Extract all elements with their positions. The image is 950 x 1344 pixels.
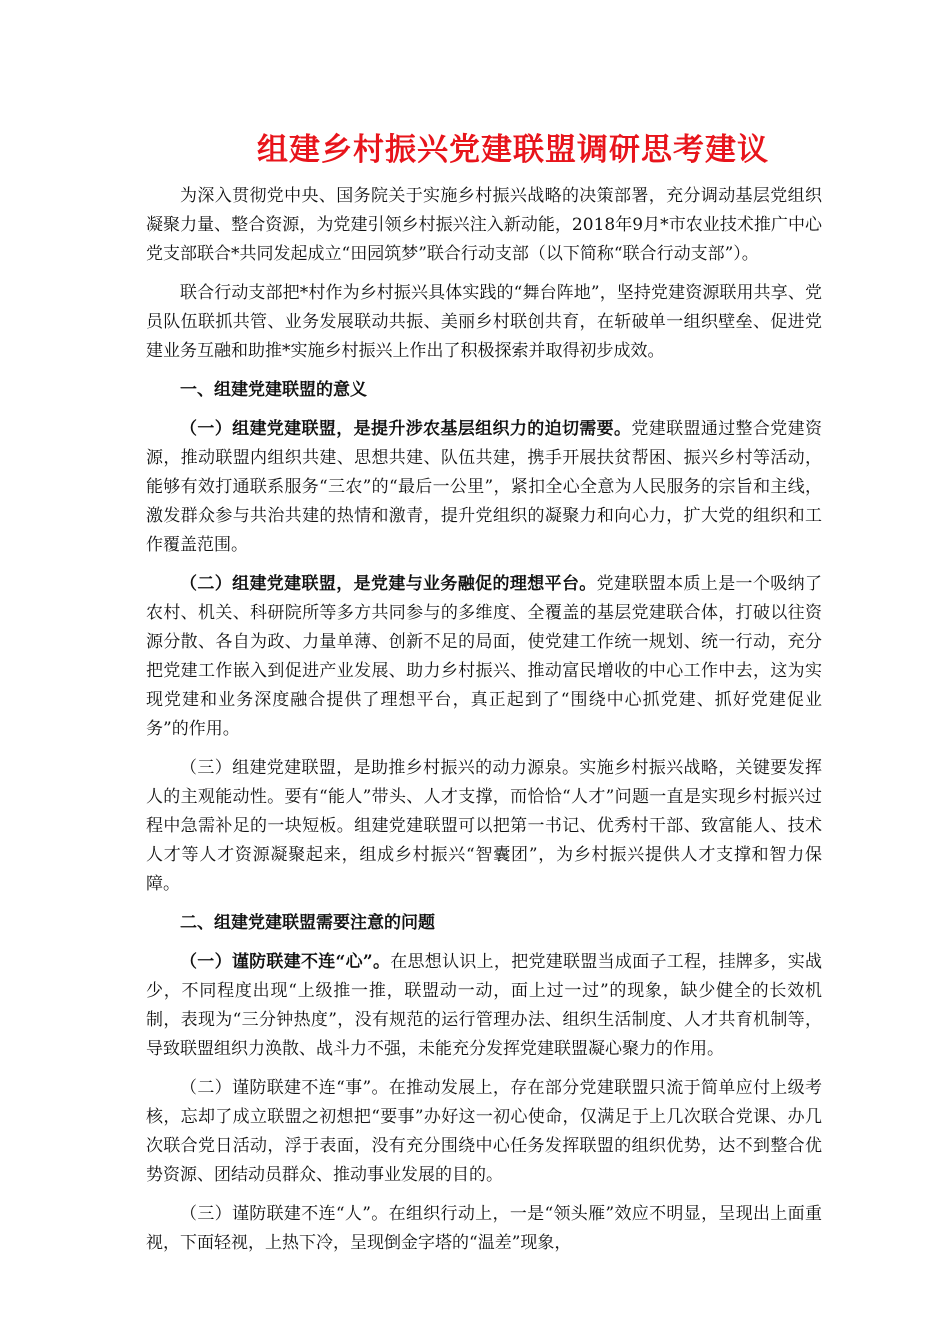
intro-paragraph-2: 联合行动支部把*村作为乡村振兴具体实践的“舞台阵地”，坚持党建资源联用共享、党员队伍联抓共管、业务发展联动共振、美丽乡村联创共育，在斩破单一组织壁垒、促进党建业务互融和助推*实施乡村振兴上作出了积极探索并取得初步成效。 [146,283,822,361]
section-1-heading: 一、组建党建联盟的意义 [180,380,367,400]
section-1-paragraph-2 [146,570,822,744]
document-title: 组建乡村振兴党建联盟调研思考建议 [257,132,769,168]
section-1-paragraph-2-lead: （二）组建党建联盟，是党建与业务融促的理想平台。 [180,574,597,594]
intro-paragraph-1: 为深入贯彻党中央、国务院关于实施乡村振兴战略的决策部署，充分调动基层党组织凝聚力量、整合资源，为党建引领乡村振兴注入新动能，2018年9月*市农业技术推广中心党支部联合*共同发起成立“田园筑梦”联合行动支部（以下简称“联合行动支部”）。 [146,186,822,264]
section-2-heading: 二、组建党建联盟需要注意的问题 [180,913,435,933]
section-1-paragraph-1-lead: （一）组建党建联盟，是提升涉农基层组织力的迫切需要。 [180,419,632,439]
section-2-paragraph-1-lead: （一）谨防联建不连“心”。 [180,952,391,972]
section-2-paragraph-3: （三）谨防联建不连“人”。在组织行动上，一是“领头雁”效应不明显，呈现出上面重视，下面轻视，上热下冷，呈现倒金字塔的“温差”现象， [146,1204,822,1253]
section-2-paragraph-2: （二）谨防联建不连“事”。在推动发展上，存在部分党建联盟只流于简单应付上级考核，忘却了成立联盟之初想把“要事”办好这一初心使命，仅满足于上几次联合党课、办几次联合党日活动，浮于表面，没有充分围绕中心任务发挥联盟的组织优势，达不到整合优势资源、团结动员群众、推动事业发展的目的。 [146,1078,822,1185]
section-1-paragraph-3: （三）组建党建联盟，是助推乡村振兴的动力源泉。实施乡村振兴战略，关键要发挥人的主观能动性。要有“能人”带头、人才支撑，而恰恰“人才”问题一直是实现乡村振兴过程中急需补足的一块短板。组建党建联盟可以把第一书记、优秀村干部、致富能人、技术人才等人才资源凝聚起来，组成乡村振兴“智囊团”，为乡村振兴提供人才支撑和智力保障。 [146,758,822,894]
section-1-paragraph-1 [146,415,822,560]
section-2-paragraph-1-body: 在思想认识上，把党建联盟当成面子工程，挂牌多，实战少，不同程度出现“上级推一推，联盟动一动，面上过一过”的现象，缺少健全的长效机制，表现为“三分钟热度”，没有规范的运行管理办法、组织生活制度、人才共育机制等，导致联盟组织力涣散、战斗力不强，未能充分发挥党建联盟凝心聚力的作用。 [146,952,823,1059]
document-page [146,128,822,1268]
section-1-paragraph-1-body: 党建联盟通过整合党建资源，推动联盟内组织共建、思想共建、队伍共建，携手开展扶贫帮困、振兴乡村等活动，能够有效打通联系服务“三农”的“最后一公里”，紧扣全心全意为人民服务的宗旨和主线，激发群众参与共治共建的热情和激青，提升党组织的凝聚力和向心力，扩大党的组织和工作覆盖范围。 [146,419,823,555]
section-1-paragraph-2-body: 党建联盟本质上是一个吸纳了农村、机关、科研院所等多方共同参与的多维度、全覆盖的基层党建联合体，打破以往资源分散、各自为政、力量单薄、创新不足的局面，使党建工作统一规划、统一行动，充分把党建工作嵌入到促进产业发展、助力乡村振兴、推动富民增收的中心工作中去，这为实现党建和业务深度融合提供了理想平台，真正起到了“围绕中心抓党建、抓好党建促业务”的作用。 [146,574,823,739]
section-2-paragraph-1 [146,948,822,1064]
